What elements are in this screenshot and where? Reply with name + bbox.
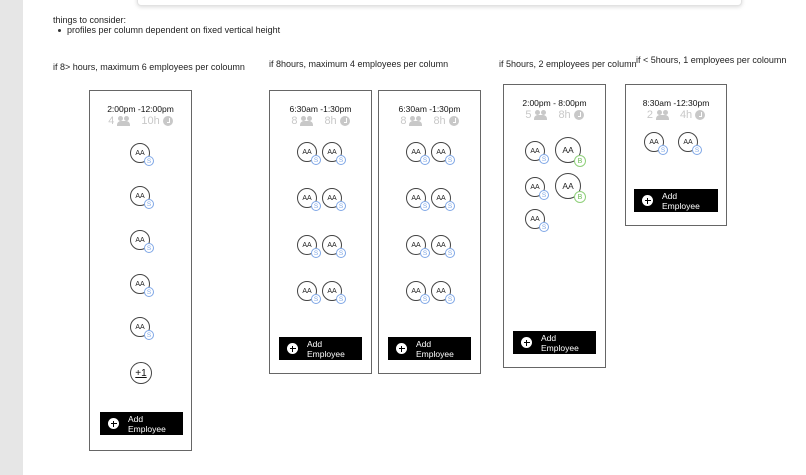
employee-avatar[interactable]: AA S bbox=[431, 235, 451, 255]
plus-icon bbox=[642, 195, 653, 206]
employee-avatar[interactable]: AA S bbox=[297, 235, 317, 255]
shift-column bbox=[89, 90, 192, 451]
badge-s: S bbox=[420, 294, 430, 304]
people-icon bbox=[534, 110, 548, 120]
add-employee-button[interactable]: Add Employee bbox=[513, 331, 596, 354]
shift-header bbox=[270, 104, 371, 127]
clock-icon bbox=[163, 116, 173, 126]
employee-avatar[interactable]: AA S bbox=[525, 209, 545, 229]
employee-avatar[interactable]: AA S bbox=[525, 177, 545, 197]
employee-avatar[interactable]: AA S bbox=[297, 188, 317, 208]
badge-s: S bbox=[420, 155, 430, 165]
badge-s: S bbox=[445, 294, 455, 304]
employee-avatar[interactable]: AA S bbox=[406, 235, 426, 255]
employee-avatar[interactable]: AA S bbox=[130, 317, 150, 337]
shift-header bbox=[504, 98, 605, 121]
employee-avatar[interactable]: AA S bbox=[406, 142, 426, 162]
badge-s: S bbox=[539, 222, 549, 232]
shift-column bbox=[625, 84, 727, 226]
employee-avatar[interactable]: AA S bbox=[431, 142, 451, 162]
shift-time: 6:30am -1:30pm bbox=[398, 104, 461, 114]
shift-meta: 2 4h bbox=[626, 109, 726, 121]
badge-s: S bbox=[692, 145, 702, 155]
people-icon bbox=[117, 116, 131, 126]
badge-s: S bbox=[336, 294, 346, 304]
employee-avatar[interactable]: AA S bbox=[525, 141, 545, 161]
plus-icon bbox=[396, 343, 407, 354]
add-employee-button[interactable]: Add Employee bbox=[279, 337, 362, 360]
employee-avatar[interactable]: AA S bbox=[322, 281, 342, 301]
badge-s: S bbox=[445, 155, 455, 165]
badge-s: S bbox=[311, 248, 321, 258]
employee-avatar-large[interactable]: AA B bbox=[555, 137, 581, 163]
notes-title: things to consider: bbox=[53, 15, 127, 25]
badge-s: S bbox=[144, 287, 154, 297]
badge-s: S bbox=[445, 248, 455, 258]
employee-avatar[interactable]: AA S bbox=[644, 132, 664, 152]
shift-time: 8:30am -12:30pm bbox=[642, 98, 710, 108]
badge-s: S bbox=[336, 155, 346, 165]
shift-time: 2:00pm -12:00pm bbox=[107, 104, 174, 114]
shift-header bbox=[379, 104, 480, 127]
employee-avatar[interactable]: AA S bbox=[406, 188, 426, 208]
badge-s: S bbox=[445, 201, 455, 211]
badge-s: S bbox=[311, 201, 321, 211]
employee-avatar[interactable]: AA S bbox=[678, 132, 698, 152]
plus-icon bbox=[521, 337, 532, 348]
employee-avatar[interactable]: AA S bbox=[406, 281, 426, 301]
shift-header bbox=[626, 98, 726, 121]
badge-s: S bbox=[336, 248, 346, 258]
notes-bullet: profiles per column dependent on fixed vertical height bbox=[58, 25, 280, 35]
shift-meta: 5 8h bbox=[504, 109, 605, 121]
badge-b: B bbox=[574, 191, 586, 203]
clock-icon bbox=[574, 110, 584, 120]
people-icon bbox=[656, 110, 670, 120]
badge-s: S bbox=[658, 145, 668, 155]
employee-avatar[interactable]: AA S bbox=[297, 142, 317, 162]
badge-s: S bbox=[144, 330, 154, 340]
rule-label: if < 5hours, 1 employees per coloumn bbox=[636, 55, 787, 65]
add-employee-button[interactable]: Add Employee bbox=[100, 412, 183, 435]
shift-meta: 4 10h bbox=[90, 115, 191, 127]
people-icon bbox=[409, 116, 423, 126]
shift-time: 6:30am -1:30pm bbox=[289, 104, 352, 114]
employee-avatar[interactable]: AA S bbox=[297, 281, 317, 301]
bullet-icon bbox=[58, 29, 61, 32]
employee-avatar[interactable]: AA S bbox=[130, 274, 150, 294]
employee-avatar[interactable]: AA S bbox=[130, 186, 150, 206]
left-gutter bbox=[0, 0, 23, 475]
badge-s: S bbox=[144, 156, 154, 166]
clock-icon bbox=[449, 116, 459, 126]
people-icon bbox=[300, 116, 314, 126]
badge-s: S bbox=[311, 294, 321, 304]
overflow-count-button[interactable]: +1 bbox=[130, 362, 152, 384]
add-employee-button[interactable]: Add Employee bbox=[634, 189, 718, 212]
add-employee-button[interactable]: Add Employee bbox=[388, 337, 471, 360]
employee-avatar[interactable]: AA S bbox=[322, 188, 342, 208]
shift-time: 2:00pm - 8:00pm bbox=[522, 98, 587, 108]
badge-s: S bbox=[420, 201, 430, 211]
badge-s: S bbox=[144, 199, 154, 209]
shift-meta: 8 8h bbox=[379, 115, 480, 127]
shift-column bbox=[269, 90, 372, 374]
badge-s: S bbox=[311, 155, 321, 165]
employee-avatar[interactable]: AA S bbox=[130, 143, 150, 163]
shift-column bbox=[378, 90, 481, 374]
badge-s: S bbox=[539, 154, 549, 164]
shift-meta: 8 8h bbox=[270, 115, 371, 127]
clock-icon bbox=[340, 116, 350, 126]
badge-s: S bbox=[144, 243, 154, 253]
employee-avatar[interactable]: AA S bbox=[130, 230, 150, 250]
badge-b: B bbox=[574, 155, 586, 167]
shift-header bbox=[90, 104, 191, 127]
employee-avatar[interactable]: AA S bbox=[322, 235, 342, 255]
employee-avatar[interactable]: AA S bbox=[431, 188, 451, 208]
top-card bbox=[137, 0, 742, 6]
employee-avatar-large[interactable]: AA B bbox=[555, 173, 581, 199]
shift-column bbox=[503, 84, 606, 368]
plus-icon bbox=[287, 343, 298, 354]
employee-avatar[interactable]: AA S bbox=[431, 281, 451, 301]
rule-label: if 8hours, maximum 4 employees per column bbox=[269, 59, 449, 69]
plus-icon bbox=[108, 418, 119, 429]
clock-icon bbox=[695, 110, 705, 120]
badge-s: S bbox=[539, 190, 549, 200]
employee-avatar[interactable]: AA S bbox=[322, 142, 342, 162]
badge-s: S bbox=[420, 248, 430, 258]
rule-label: if 5hours, 2 employees per column bbox=[499, 59, 637, 69]
rule-label: if 8> hours, maximum 6 employees per coloumn bbox=[53, 62, 245, 72]
badge-s: S bbox=[336, 201, 346, 211]
